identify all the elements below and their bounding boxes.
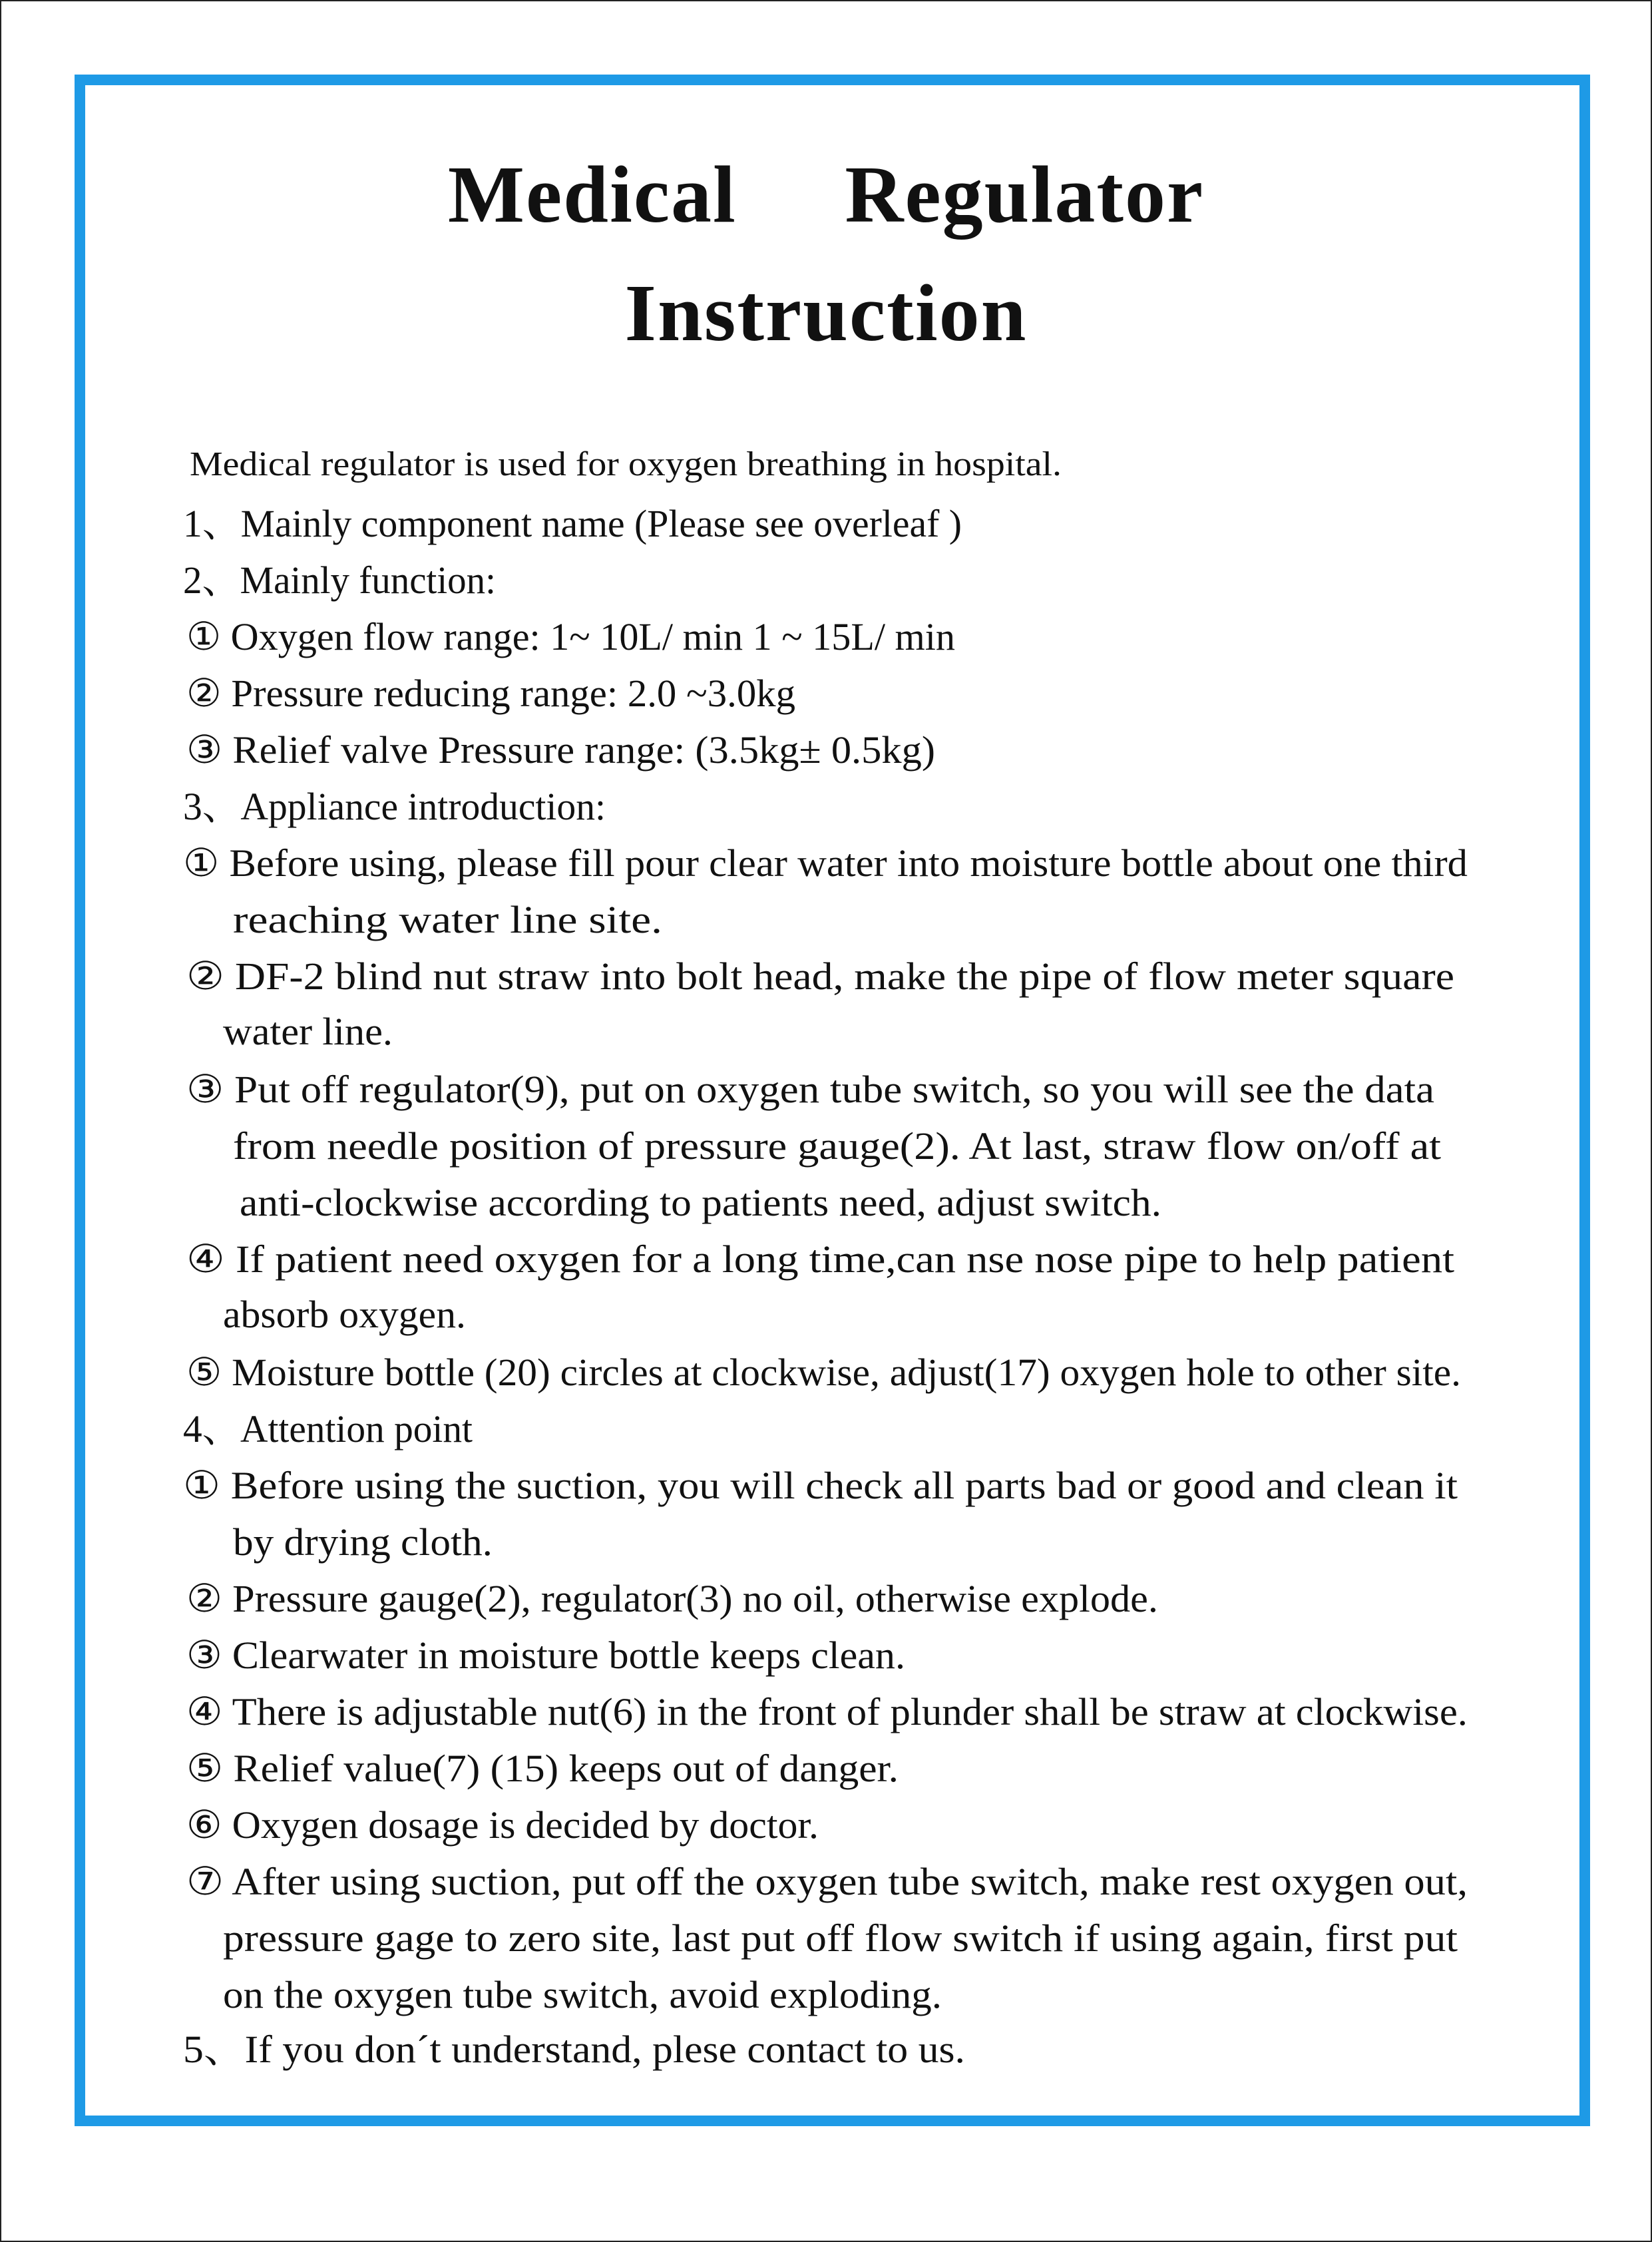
instruction-line: reaching water line site. [233, 898, 662, 941]
instruction-line: ④ There is adjustable nut(6) in the front of plunder shall be straw at clockwise. [186, 1690, 1468, 1733]
instruction-line: 4、Attention point [183, 1407, 473, 1451]
instruction-line: 3、Appliance introduction: [183, 785, 606, 828]
instruction-line: ① Before using the suction, you will check all parts bad or good and clean it [183, 1464, 1458, 1507]
instruction-line: water line. [223, 1010, 393, 1053]
instruction-line: 1、Mainly component name (Please see overleaf ) [183, 502, 962, 545]
instruction-line: anti-clockwise according to patients need, adjust switch. [240, 1181, 1161, 1224]
instruction-line: ③ Clearwater in moisture bottle keeps clean. [186, 1634, 905, 1677]
instruction-line: ② Pressure gauge(2), regulator(3) no oil, otherwise explode. [186, 1577, 1158, 1620]
instruction-line: ③ Relief valve Pressure range: (3.5kg± 0.5kg) [186, 728, 936, 772]
instruction-line: ③ Put off regulator(9), put on oxygen tube switch, so you will see the data [186, 1068, 1434, 1111]
title-line-1: Medical Regulator [447, 150, 1205, 240]
instruction-line: from needle position of pressure gauge(2). At last, straw flow on/off at [233, 1124, 1441, 1168]
instruction-line: ② DF-2 blind nut straw into bolt head, make the pipe of flow meter square [186, 955, 1454, 998]
instruction-line: ① Oxygen flow range: 1~ 10L/ min 1 ~ 15L/ min [186, 615, 955, 658]
instruction-line: ② Pressure reducing range: 2.0 ~3.0kg [186, 672, 795, 715]
instruction-line: by drying cloth. [233, 1520, 493, 1564]
intro-text: Medical regulator is used for oxygen breathing in hospital. [190, 445, 1062, 483]
instruction-line: ④ If patient need oxygen for a long time,can nse nose pipe to help patient [186, 1237, 1454, 1281]
title-line-2: Instruction [624, 268, 1028, 358]
instruction-line: ⑥ Oxygen dosage is decided by doctor. [186, 1803, 819, 1847]
instruction-line: ① Before using, please fill pour clear water into moisture bottle about one third [183, 841, 1468, 885]
instruction-line: ⑤ Relief value(7) (15) keeps out of danger. [186, 1747, 899, 1790]
instruction-line: absorb oxygen. [223, 1293, 466, 1336]
instruction-line: 2、Mainly function: [183, 559, 496, 602]
instruction-line: ⑦ After using suction, put off the oxygen tube switch, make rest oxygen out, [186, 1860, 1468, 1903]
instruction-line: pressure gage to zero site, last put off flow switch if using again, first put [223, 1916, 1458, 1960]
instruction-line: on the oxygen tube switch, avoid exploding. [223, 1973, 942, 2016]
instruction-line: 5、If you don´t understand, plese contact to us. [183, 2028, 965, 2071]
instruction-line: ⑤ Moisture bottle (20) circles at clockwise, adjust(17) oxygen hole to other site. [186, 1351, 1461, 1394]
